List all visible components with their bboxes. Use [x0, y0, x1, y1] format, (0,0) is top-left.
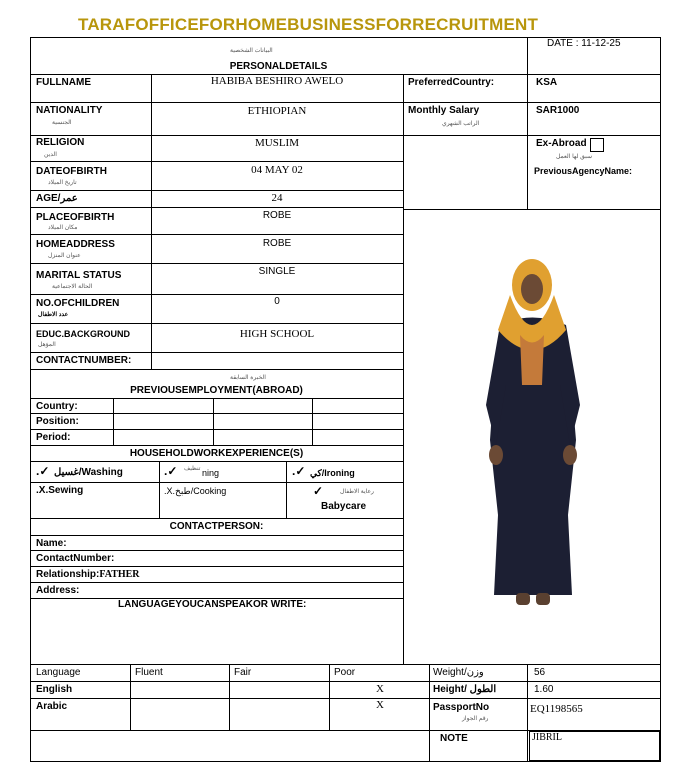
- note-value: JIBRIL: [532, 732, 562, 743]
- table-divider: [527, 74, 528, 210]
- previous-employment-ar: الخبرة السابقة: [230, 375, 266, 381]
- previous-employment-heading: PREVIOUSEMPLOYMENT(ABROAD): [130, 385, 303, 396]
- table-divider: [159, 461, 160, 518]
- nationality-label: NATIONALITY: [36, 105, 103, 116]
- passport-value: EQ1198565: [530, 703, 583, 715]
- table-divider: [30, 550, 403, 551]
- table-divider: [30, 190, 403, 191]
- cleaning-ar: تنظيف: [184, 466, 201, 472]
- table-border: [30, 37, 31, 762]
- table-divider: [30, 535, 403, 536]
- dress: [490, 370, 576, 595]
- table-divider: [30, 207, 403, 208]
- table-divider: [30, 161, 403, 162]
- right-hand: [563, 445, 577, 465]
- table-divider: [30, 413, 403, 414]
- personal-details-heading: PERSONALDETAILS: [229, 61, 328, 72]
- children-ar: عدد الاطفال: [38, 312, 69, 318]
- education-value: HIGH SCHOOL: [239, 328, 315, 340]
- table-divider: [30, 482, 403, 483]
- left-hand: [489, 445, 503, 465]
- height-label: Height/ الطول: [433, 684, 497, 695]
- contact-address-label: Address:: [36, 585, 80, 596]
- table-divider: [30, 445, 403, 446]
- table-divider: [30, 323, 403, 324]
- weight-value: 56: [534, 667, 546, 678]
- table-divider: [429, 664, 430, 762]
- children-value: 0: [274, 296, 280, 307]
- table-divider: [30, 135, 661, 136]
- date: DATE : 11-12-25: [547, 38, 621, 49]
- table-divider: [213, 398, 214, 445]
- prev-period-label: Period:: [36, 432, 71, 443]
- education-ar: المؤهل: [38, 342, 56, 348]
- nationality-ar: الجنسية: [52, 120, 72, 126]
- previous-agency-label: PreviousAgencyName:: [534, 166, 633, 176]
- table-divider: [229, 664, 230, 730]
- table-divider: [30, 234, 403, 235]
- monthly-salary-value: SAR1000: [536, 105, 580, 116]
- contact-number-label: CONTACTNUMBER:: [36, 355, 132, 366]
- table-divider: [30, 698, 661, 699]
- arabic-poor-mark: X: [376, 699, 384, 711]
- table-divider: [30, 294, 403, 295]
- poor-col-header: Poor: [334, 667, 356, 678]
- religion-ar: الدين: [44, 152, 57, 158]
- home-address-ar: عنوان المنزل: [48, 253, 81, 259]
- passport-label: PassportNo: [433, 702, 490, 713]
- relationship-label: Relationship:FATHER: [36, 569, 140, 580]
- place-of-birth-label: PLACEOFBIRTH: [36, 212, 115, 223]
- table-divider: [329, 664, 330, 730]
- preferred-country-value: KSA: [536, 77, 558, 88]
- cleaning-label: ning: [202, 468, 220, 478]
- cleaning-check-icon: .✓: [164, 464, 178, 478]
- table-divider: [30, 352, 403, 353]
- table-divider: [30, 263, 403, 264]
- fluent-col-header: Fluent: [135, 667, 163, 678]
- preferred-country-label: PreferredCountry:: [408, 77, 495, 88]
- personal-details-ar: البيانات الشخصية: [230, 48, 273, 54]
- washing-check-icon: .✓: [36, 464, 50, 478]
- table-divider: [527, 37, 528, 74]
- table-divider: [30, 429, 403, 430]
- marital-status-value: SINGLE: [258, 266, 296, 277]
- table-divider: [30, 398, 403, 399]
- monthly-salary-ar: الراتب الشهري: [442, 121, 480, 127]
- languages-heading: LANGUAGEYOUCANSPEAKOR WRITE:: [118, 599, 307, 610]
- contact-name-label: Name:: [36, 538, 67, 549]
- ironing-label: كي/Ironing: [310, 468, 355, 478]
- language-col-header: Language: [36, 667, 81, 678]
- ironing-check-icon: .✓: [292, 464, 306, 478]
- cooking-label: .X.طبخ/Cooking: [164, 486, 227, 496]
- height-value: 1.60: [534, 684, 554, 695]
- dob-ar: تاريخ الميلاد: [48, 180, 77, 186]
- face: [521, 274, 543, 304]
- table-divider: [30, 461, 403, 462]
- right-foot: [536, 593, 550, 605]
- religion-value: MUSLIM: [254, 137, 299, 149]
- monthly-salary-label: Monthly Salary: [408, 105, 480, 116]
- inner-garment: [520, 335, 544, 385]
- table-divider: [30, 566, 403, 567]
- religion-label: RELIGION: [36, 137, 85, 148]
- table-divider: [30, 582, 403, 583]
- weight-label: Weight/وزن: [433, 667, 484, 678]
- left-foot: [516, 593, 530, 605]
- table-divider: [30, 664, 661, 665]
- table-divider: [312, 398, 313, 445]
- table-divider: [30, 681, 661, 682]
- marital-status-label: MARITAL STATUS: [36, 270, 122, 281]
- candidate-photo: [480, 255, 585, 610]
- contact-person-heading: CONTACTPERSON:: [169, 521, 264, 532]
- table-divider: [30, 102, 661, 103]
- children-label: NO.OFCHILDREN: [36, 298, 120, 309]
- table-divider: [527, 664, 528, 762]
- babycare-check-icon: ✓: [313, 484, 324, 498]
- prev-position-label: Position:: [36, 416, 79, 427]
- english-poor-mark: X: [376, 683, 384, 695]
- ex-abroad-label: Ex-Abroad: [536, 138, 587, 149]
- dob-label: DATEOFBIRTH: [36, 166, 107, 177]
- note-label: NOTE: [440, 733, 468, 744]
- table-border: [660, 37, 661, 762]
- babycare-ar: رعاية الاطفال: [340, 489, 374, 495]
- home-address-value: ROBE: [262, 238, 292, 249]
- place-of-birth-value: ROBE: [262, 210, 292, 221]
- washing-label: غسيل/Washing: [54, 467, 123, 478]
- fullname-value: HABIBA BESHIRO AWELO: [210, 75, 344, 87]
- age-label: AGE/عمر: [36, 193, 78, 204]
- table-border: [30, 761, 661, 762]
- agency-title: TARAFOFFICEFORHOMEBUSINESSFORRECRUITMENT: [78, 15, 539, 34]
- ex-abroad-checkbox[interactable]: [590, 138, 604, 152]
- relationship-value: FATHER: [99, 569, 140, 580]
- language-row-english: English: [36, 684, 73, 695]
- ex-abroad-ar: سبق لها العمل: [556, 154, 592, 160]
- passport-ar: رقم الجواز: [462, 716, 489, 722]
- prev-country-label: Country:: [36, 401, 78, 412]
- dob-value: 04 MAY 02: [251, 164, 303, 176]
- sewing-label: .X.Sewing: [36, 485, 84, 496]
- contact-number-person-label: ContactNumber:: [36, 553, 115, 564]
- babycare-label: Babycare: [321, 501, 367, 512]
- age-value: 24: [271, 192, 283, 204]
- table-divider: [130, 664, 131, 730]
- language-row-arabic: Arabic: [36, 701, 68, 712]
- nationality-value: ETHIOPIAN: [247, 105, 307, 117]
- household-heading: HOUSEHOLDWORKEXPERIENCE(S): [129, 448, 304, 459]
- fair-col-header: Fair: [234, 667, 252, 678]
- education-label: EDUC.BACKGROUND: [36, 329, 130, 339]
- fullname-label: FULLNAME: [36, 77, 91, 88]
- table-divider: [113, 398, 114, 445]
- table-divider: [30, 369, 403, 370]
- place-of-birth-ar: مكان الميلاد: [48, 225, 78, 231]
- home-address-label: HOMEADDRESS: [36, 239, 115, 250]
- table-divider: [286, 461, 287, 518]
- table-divider: [403, 74, 404, 664]
- table-divider: [30, 518, 403, 519]
- marital-status-ar: الحالة الاجتماعية: [52, 284, 93, 290]
- table-divider: [403, 209, 661, 210]
